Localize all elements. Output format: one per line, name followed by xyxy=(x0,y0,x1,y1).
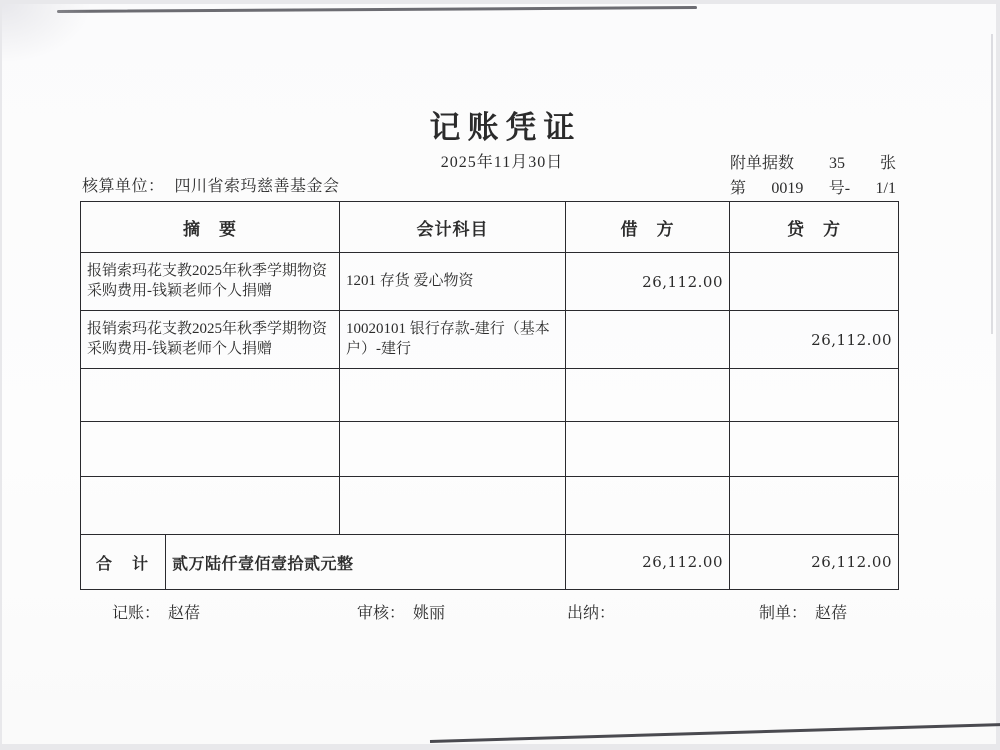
number-prefix: 第 xyxy=(730,180,747,197)
preparer-signature xyxy=(759,600,847,623)
header-debit: 借 方 xyxy=(566,202,730,253)
scan-edge-top-artifact xyxy=(57,6,697,13)
voucher-date: 2025年11月30日 xyxy=(440,154,564,171)
table-row xyxy=(81,477,899,535)
row-credit xyxy=(730,422,899,477)
row-debit xyxy=(566,477,730,535)
attachment-count: 35 xyxy=(829,155,845,172)
row-summary: 报销索玛花支教2025年秋季学期物资采购费用-钱颖老师个人捐赠 xyxy=(81,311,340,369)
row-debit: 26,112.00 xyxy=(566,253,730,311)
attachment-label: 附单据数 xyxy=(730,155,795,172)
header-account: 会计科目 xyxy=(340,202,566,253)
row-debit xyxy=(566,422,730,477)
bookkeeper-label: 记账： xyxy=(112,605,161,622)
row-account xyxy=(340,477,566,535)
header-summary: 摘 要 xyxy=(81,202,340,253)
table-row xyxy=(81,422,899,477)
amount-in-words: 贰万陆仟壹佰壹拾贰元整 xyxy=(166,535,566,590)
scan-edge-right-artifact xyxy=(991,34,993,334)
row-debit xyxy=(566,311,730,369)
row-account: 1201 存货 爱心物资 xyxy=(340,253,566,311)
cashier-label: 出纳： xyxy=(567,605,616,622)
voucher-table xyxy=(80,201,899,590)
accounting-unit-label: 核算单位： xyxy=(82,178,165,195)
table-row xyxy=(81,369,899,422)
table-row xyxy=(81,253,899,311)
scan-corner-shade xyxy=(2,4,92,64)
attachment-count-line xyxy=(730,150,896,173)
preparer-name: 赵蓓 xyxy=(815,605,848,622)
bookkeeper-name: 赵蓓 xyxy=(168,605,201,622)
row-account xyxy=(340,422,566,477)
row-credit xyxy=(730,369,899,422)
row-credit xyxy=(730,477,899,535)
voucher-number-line xyxy=(730,175,896,198)
reviewer-label: 审核： xyxy=(357,605,406,622)
page-indicator: 1/1 xyxy=(875,180,896,197)
header-credit: 贷 方 xyxy=(730,202,899,253)
voucher-title: 记账凭证 xyxy=(429,110,582,145)
row-debit xyxy=(566,369,730,422)
attachment-unit: 张 xyxy=(879,155,896,172)
total-credit: 26,112.00 xyxy=(730,535,899,590)
row-summary: 报销索玛花支教2025年秋季学期物资采购费用-钱颖老师个人捐赠 xyxy=(81,253,340,311)
accounting-unit-name: 四川省索玛慈善基金会 xyxy=(174,178,340,195)
voucher-number: 0019 xyxy=(771,180,804,197)
cashier-signature xyxy=(567,600,623,623)
reviewer-name: 姚丽 xyxy=(413,605,446,622)
row-account: 10020101 银行存款-建行（基本户）-建行 xyxy=(340,311,566,369)
table-row xyxy=(81,311,899,369)
row-summary xyxy=(81,369,340,422)
total-row xyxy=(81,535,899,590)
total-label: 合 计 xyxy=(81,535,166,590)
accounting-unit-line xyxy=(82,173,340,196)
row-summary xyxy=(81,477,340,535)
table-header-row xyxy=(81,202,899,253)
row-summary xyxy=(81,422,340,477)
scanned-voucher-paper xyxy=(2,4,996,744)
row-credit: 26,112.00 xyxy=(730,311,899,369)
total-debit: 26,112.00 xyxy=(566,535,730,590)
preparer-label: 制单： xyxy=(759,605,808,622)
number-suffix: 号- xyxy=(828,180,851,197)
signature-footer xyxy=(80,600,898,626)
row-account xyxy=(340,369,566,422)
reviewer-signature xyxy=(357,600,445,623)
bookkeeper-signature xyxy=(112,600,200,623)
row-credit xyxy=(730,253,899,311)
